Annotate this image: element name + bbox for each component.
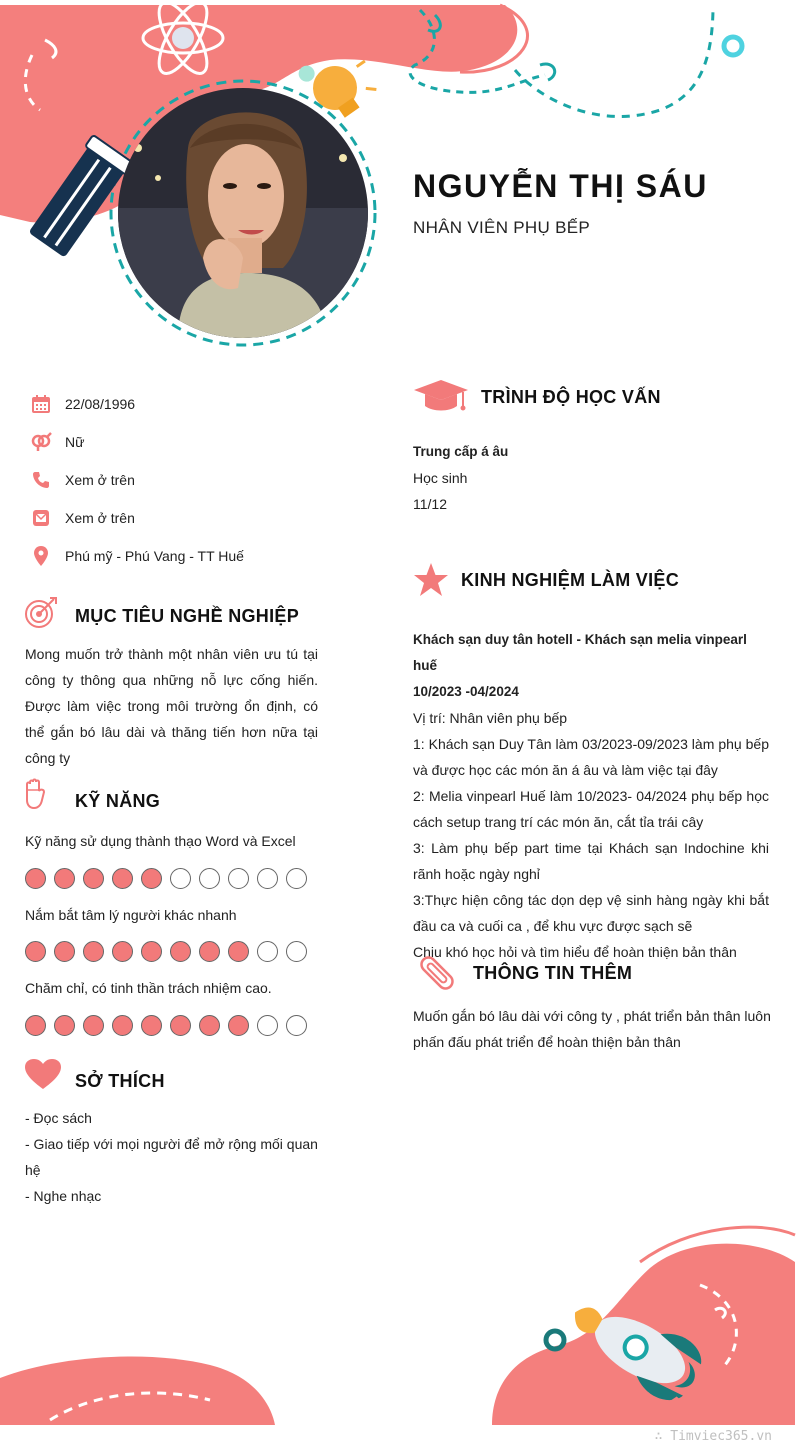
hobby-item: - Giao tiếp với mọi người để mở rộng mối quan hệ <box>25 1136 318 1178</box>
rating-dot-empty <box>228 868 249 889</box>
rating-dot-filled <box>112 941 133 962</box>
skill-label: Chăm chỉ, có tinh thần trách nhiệm cao. <box>25 980 272 996</box>
profile-photo <box>118 88 368 338</box>
rating-dot-filled <box>170 941 191 962</box>
hobbies-title: SỞ THÍCH <box>75 1071 165 1091</box>
rating-dot-filled <box>141 941 162 962</box>
experience-line: 3:Thực hiện công tác dọn dẹp vệ sinh hàng ngày khi bắt đầu ca và cuối ca , để khu vực được sạch sẽ <box>413 892 769 934</box>
rating-dot-filled <box>83 941 104 962</box>
additional-text: Muốn gắn bó lâu dài với công ty , phát triển bản thân luôn phấn đấu phát triển để hoàn thiện bản thân <box>413 1008 771 1050</box>
rating-dot-empty <box>170 868 191 889</box>
target-icon <box>24 596 58 635</box>
rating-dot-filled <box>83 1015 104 1036</box>
rating-dot-filled <box>112 1015 133 1036</box>
rating-dot-filled <box>141 1015 162 1036</box>
birthday-text: 22/08/1996 <box>65 396 136 412</box>
experience-line: Chịu khó học hỏi và tìm hiểu để hoàn thiện bản thân <box>413 944 737 960</box>
rating-dot-filled <box>25 868 46 889</box>
rating-dot-filled <box>199 941 220 962</box>
skill-label: Nắm bắt tâm lý người khác nhanh <box>25 907 237 923</box>
education-title: TRÌNH ĐỘ HỌC VẤN <box>481 387 661 407</box>
experience-line: Vị trí: Nhân viên phụ bếp <box>413 710 568 726</box>
email-icon <box>30 507 52 529</box>
rating-dot-empty <box>257 941 278 962</box>
rating-dot-filled <box>54 868 75 889</box>
paperclip-icon <box>416 952 458 999</box>
rating-dot-filled <box>112 868 133 889</box>
rating-dot-filled <box>228 941 249 962</box>
rating-dot-filled <box>199 1015 220 1036</box>
rating-dot-empty <box>199 868 220 889</box>
rating-dot-filled <box>83 868 104 889</box>
experience-company: Khách sạn duy tân hotell - Khách sạn melia vinpearl huế <box>413 632 747 673</box>
skill-label: Kỹ năng sử dụng thành thạo Word và Excel <box>25 833 296 849</box>
gender-icon <box>30 431 52 453</box>
gender-row <box>30 423 330 461</box>
rating-dot-filled <box>54 941 75 962</box>
watermark: ∴ Timviec365.vn <box>654 1429 772 1444</box>
experience-body <box>413 627 769 965</box>
objective-title: MỤC TIÊU NGHỀ NGHIỆP <box>75 606 300 626</box>
candidate-name: NGUYỄN THỊ SÁU <box>413 168 708 204</box>
skill-rating <box>25 868 315 889</box>
rating-dot-empty <box>286 868 307 889</box>
hobby-item: - Nghe nhạc <box>25 1188 102 1204</box>
graduation-cap-icon <box>413 378 469 419</box>
rating-dot-filled <box>25 941 46 962</box>
contact-info <box>30 385 330 575</box>
calendar-icon <box>30 393 52 415</box>
phone-icon <box>30 469 52 491</box>
rating-dot-empty <box>257 1015 278 1036</box>
heart-icon <box>24 1058 62 1095</box>
email-text: Xem ở trên <box>65 510 135 526</box>
rating-dot-filled <box>228 1015 249 1036</box>
location-pin-icon <box>30 545 52 567</box>
experience-line: 2: Melia vinpearl Huế làm 10/2023- 04/2024 phụ bếp học cách setup trang trí các món ăn, cắt tỉa trái cây <box>413 788 769 830</box>
rating-dot-empty <box>286 941 307 962</box>
education-grade: 11/12 <box>413 496 447 512</box>
additional-title: THÔNG TIN THÊM <box>473 963 633 983</box>
address-text: Phú mỹ - Phú Vang - TT Huế <box>65 548 244 564</box>
experience-line: 1: Khách sạn Duy Tân làm 03/2023-09/2023 làm phụ bếp và được học các món ăn á âu và làm việc tại đây <box>413 736 769 778</box>
hobbies-list <box>25 1105 325 1209</box>
rating-dot-empty <box>257 868 278 889</box>
phone-row <box>30 461 330 499</box>
skill-rating <box>25 1015 315 1036</box>
education-major: Học sinh <box>413 470 468 486</box>
email-row <box>30 499 330 537</box>
experience-line: 3: Làm phụ bếp part time tại Khách sạn Indochine khi rãnh hoặc ngày nghỉ <box>413 840 769 882</box>
education-school: Trung cấp á âu <box>413 444 509 459</box>
birthday-row <box>30 385 330 423</box>
address-row <box>30 537 330 575</box>
hand-icon <box>24 778 48 815</box>
star-icon <box>413 562 449 603</box>
skill-rating <box>25 941 315 962</box>
gender-text: Nữ <box>65 434 85 450</box>
rating-dot-filled <box>54 1015 75 1036</box>
hobby-item: - Đọc sách <box>25 1110 92 1126</box>
phone-text: Xem ở trên <box>65 472 135 488</box>
experience-title: KINH NGHIỆM LÀM VIỆC <box>461 570 680 590</box>
skills-title: KỸ NĂNG <box>75 791 161 811</box>
experience-period: 10/2023 -04/2024 <box>413 684 519 699</box>
rating-dot-filled <box>170 1015 191 1036</box>
job-title: NHÂN VIÊN PHỤ BẾP <box>413 218 591 237</box>
rating-dot-filled <box>141 868 162 889</box>
objective-text: Mong muốn trở thành một nhân viên ưu tú tại công ty thông qua những nỗ lực cống hiến. Được làm việc trong môi trường ổn định, có thể gắn bó lâu dài và thăng tiến hơn nữa tại công ty <box>25 646 318 766</box>
rating-dot-filled <box>25 1015 46 1036</box>
rating-dot-empty <box>286 1015 307 1036</box>
